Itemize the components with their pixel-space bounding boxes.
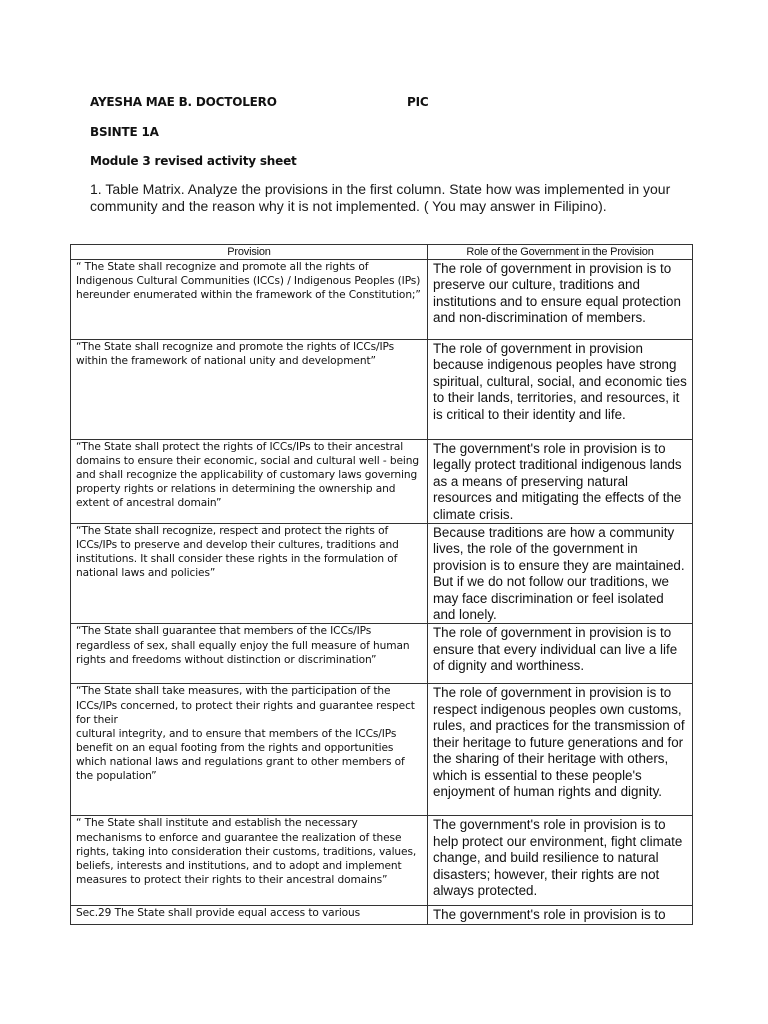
table-row: [71, 340, 693, 440]
provision-cell: “The State shall recognize, respect and protect the rights of ICCs/IPs to preserve and develop their cultures, traditions and institutions. It shall consider these rights in the formulation of national laws and policies”: [71, 524, 428, 624]
column-header-provision: Provision: [71, 245, 428, 260]
table-row: [71, 816, 693, 906]
provision-cell: Sec.29 The State shall provide equal access to various: [71, 906, 428, 924]
provision-cell: “The State shall take measures, with the participation of the ICCs/IPs concerned, to protect their rights and guarantee respect for their cultural integrity, and to ensure that members of the ICCs/IPs benefit on an equal footing from the rights and opportunities which national laws and regulations grant to other members of the population”: [71, 684, 428, 816]
module-title: Module 3 revised activity sheet: [90, 154, 297, 168]
provision-matrix-table: [70, 244, 693, 925]
course-section: BSINTE 1A: [90, 125, 159, 139]
provision-cell: “The State shall protect the rights of ICCs/IPs to their ancestral domains to ensure their economic, social and cultural well - being and shall recognize the applicability of customary laws governing property rights or relations in determining the ownership and extent of ancestral domain”: [71, 440, 428, 524]
table-row: [71, 440, 693, 524]
provision-cell: “The State shall guarantee that members of the ICCs/IPs regardless of sex, shall equally enjoy the full measure of human rights and freedoms without distinction or discrimination”: [71, 624, 428, 684]
table-row: [71, 684, 693, 816]
role-cell: The role of government in provision is to respect indigenous peoples own customs, rules, and practices for the transmission of their heritage to future generations and for the sharing of their heritage with others, which is essential to these people's enjoyment of human rights and dignity.: [428, 684, 693, 816]
table-row: [71, 624, 693, 684]
instructions-text: 1. Table Matrix. Analyze the provisions in the first column. State how was implemented in your community and the reason why it is not implemented. ( You may answer in Filipino).: [90, 181, 671, 214]
provision-cell: “ The State shall recognize and promote all the rights of Indigenous Cultural Communities (ICCs) / Indigenous Peoples (IPs) hereunder enumerated within the framework of the Constitution;”: [71, 260, 428, 340]
role-cell: The government's role in provision is to: [428, 906, 693, 924]
table-row: [71, 906, 693, 924]
role-cell: The role of government in provision is to ensure that every individual can live a life of dignity and worthiness.: [428, 624, 693, 684]
role-cell: The role of government in provision because indigenous peoples have strong spiritual, cultural, social, and economic ties to their lands, territories, and resources, it is critical to their identity and life.: [428, 340, 693, 440]
provision-cell: “ The State shall institute and establish the necessary mechanisms to enforce and guarantee the realization of these rights, taking into consideration their customs, traditions, values, beliefs, interests and institutions, and to adopt and implement measures to protect their rights to their ancestral domains”: [71, 816, 428, 906]
student-name: AYESHA MAE B. DOCTOLERO: [90, 95, 277, 109]
table-header-row: [71, 245, 693, 260]
pic-label: PIC: [407, 95, 429, 109]
role-cell: Because traditions are how a community lives, the role of the government in provision is to ensure they are maintained. But if we do not follow our traditions, we may face discrimination or feel isolated and lonely.: [428, 524, 693, 624]
table-row: [71, 260, 693, 340]
provision-cell: “The State shall recognize and promote the rights of ICCs/IPs within the framework of national unity and development”: [71, 340, 428, 440]
role-cell: The government's role in provision is to legally protect traditional indigenous lands as a means of preserving natural resources and mitigating the effects of the climate crisis.: [428, 440, 693, 524]
table-row: [71, 524, 693, 624]
role-cell: The role of government in provision is to preserve our culture, traditions and institutions and to ensure equal protection and non-discrimination of members.: [428, 260, 693, 340]
column-header-role: Role of the Government in the Provision: [428, 245, 693, 260]
role-cell: The government's role in provision is to help protect our environment, fight climate change, and build resilience to natural disasters; however, their rights are not always protected.: [428, 816, 693, 906]
